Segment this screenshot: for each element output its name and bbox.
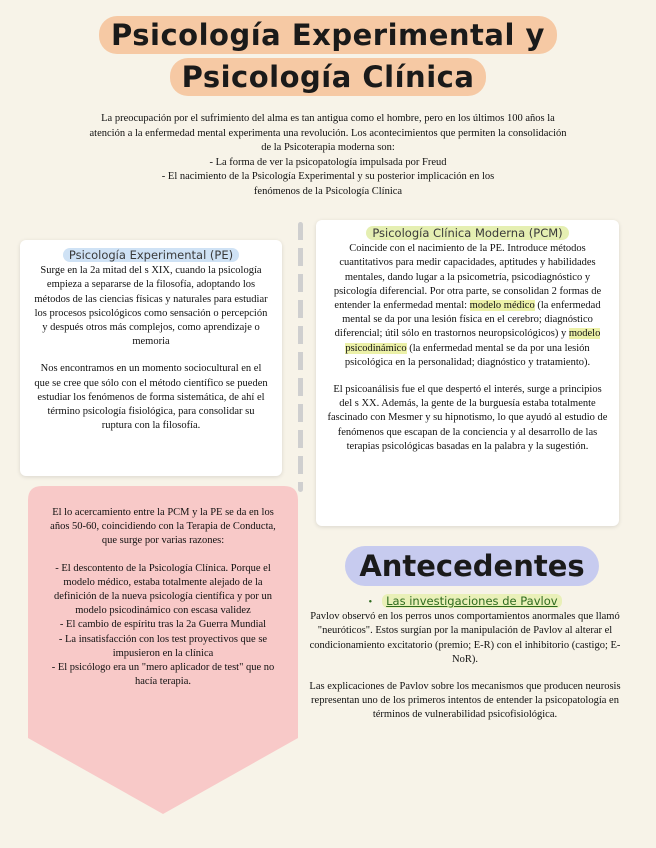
intro-line: fenómenos de la Psicología Clínica <box>253 185 403 197</box>
page-title <box>0 14 656 98</box>
pcm-heading: Psicología Clínica Moderna (PCM) <box>366 226 568 240</box>
highlight-modelo-psicodinamico: modelo psicodinámico <box>345 328 601 354</box>
intro-paragraph <box>38 112 618 199</box>
intro-line: atención a la enfermedad mental experimenta una revolución. Los acontecimientos que permiten la consolidación <box>89 127 567 139</box>
pavlov-heading: Las investigaciones de Pavlov <box>382 594 561 608</box>
pcm-text: (la enfermedad mental se da por una lesión psicológica en la personalidad; diagnóstico y tratamiento). <box>344 342 591 368</box>
pe-heading: Psicología Experimental (PE) <box>63 248 239 262</box>
intro-line: - El nacimiento de la Psicología Experimental y su posterior implicación en los <box>161 171 495 182</box>
reason-item: - La insatisfacción con los test proyectivos que se impusieron en la clínica <box>58 633 268 659</box>
highlight-modelo-medico: modelo médico <box>469 300 535 312</box>
intro-line: La preocupación por el sufrimiento del alma es tan antigua como el hombre, pero en los últimos 100 años la <box>101 113 555 124</box>
pe-paragraph-2: Nos encontramos en un momento sociocultural en el que se cree que sólo con el método científico se pueden estudiar los fenómenos de forma sistemática, de ahí el término psicología fisiológica, para consolidar su ruptura con la filosofía. <box>34 363 268 432</box>
pavlov-paragraph-2: Las explicaciones de Pavlov sobre los mecanismos que producen neurosis representan uno de los primeros intentos de entender la psicopatología en términos de vulnerabilidad psicofisiológica. <box>309 681 621 721</box>
pavlov-paragraph-1: Pavlov observó en los perros unos comportamientos anormales que llamó "neuróticos". Estos surgían por la manipulación de Pavlov al alterar el condicionamiento excitatorio (premio; E-R) con el inhibitorio (castigo; E-NoR). <box>309 611 621 665</box>
bullet-icon: • <box>368 597 373 608</box>
pavlov-heading-line <box>304 594 626 610</box>
pcm-paragraph-2: El psicoanálisis fue el que despertó el interés, surge a principios del s XX. Además, la gente de la burguesía estaba totalmente fascinado con Mesmer y su hipnotismo, lo que ayudó al estudio de fenómenos que escapan de la conciencia y al desarrollo de las terapias psicológicas basadas en la palabra y la sugestión. <box>327 384 608 452</box>
reason-item: - El cambio de espíritu tras la 2a Guerra Mundial <box>59 619 267 631</box>
title-line-1: Psicología Experimental y <box>99 16 557 54</box>
title-line-2: Psicología Clínica <box>170 58 487 96</box>
intro-line: - La forma de ver la psicopatología impulsada por Freud <box>209 156 447 168</box>
antecedentes-title: Antecedentes <box>345 546 599 586</box>
pe-paragraph-1: Surge en la 2a mitad del s XIX, cuando la psicología empieza a separarse de la filosofía, adoptando los métodos de las ciencias físicas y naturales para estudiar los procesos psicológicos como sensación o percepción y después otros más complejos, como aprendizaje o memoria <box>34 265 268 348</box>
pavlov-section <box>304 594 626 723</box>
reason-item: - El psicólogo era un "mero aplicador de test" que no hacía terapia. <box>51 662 275 688</box>
pe-card <box>20 240 282 476</box>
pcm-text: Coincide con el nacimiento de la PE. Introduce métodos cuantitativos para medir capacidades, aptitudes y habilidades mentales, dando lugar a la psicometría, psicodiagnóstico y psicología diferencial. Por otra parte, se consolidan 2 formas de entender la enfermedad mental: <box>333 243 602 312</box>
pcm-text: (la enfermedad mental se da por una lesión física en el cerebro; diagnóstico diferencial; útil sólo en trastornos neuropsicológicos) y <box>334 300 601 340</box>
pink-intro: El lo acercamiento entre la PCM y la PE se da en los años 50-60, coincidiendo con la Terapia de Conducta, que surge por varias razones: <box>50 507 276 547</box>
dashed-divider <box>298 222 303 492</box>
pink-reasons-box <box>28 486 298 814</box>
pcm-card <box>316 220 619 526</box>
reason-item: - El descontento de la Psicología Clínica. Porque el modelo médico, estaba totalmente alejado de la definición de la nueva psicología científica y por un modelo psicodinámico con escasa validez <box>53 562 273 617</box>
pcm-paragraph-1 <box>326 242 609 370</box>
intro-line: de la Psicoterapia moderna son: <box>261 142 395 153</box>
